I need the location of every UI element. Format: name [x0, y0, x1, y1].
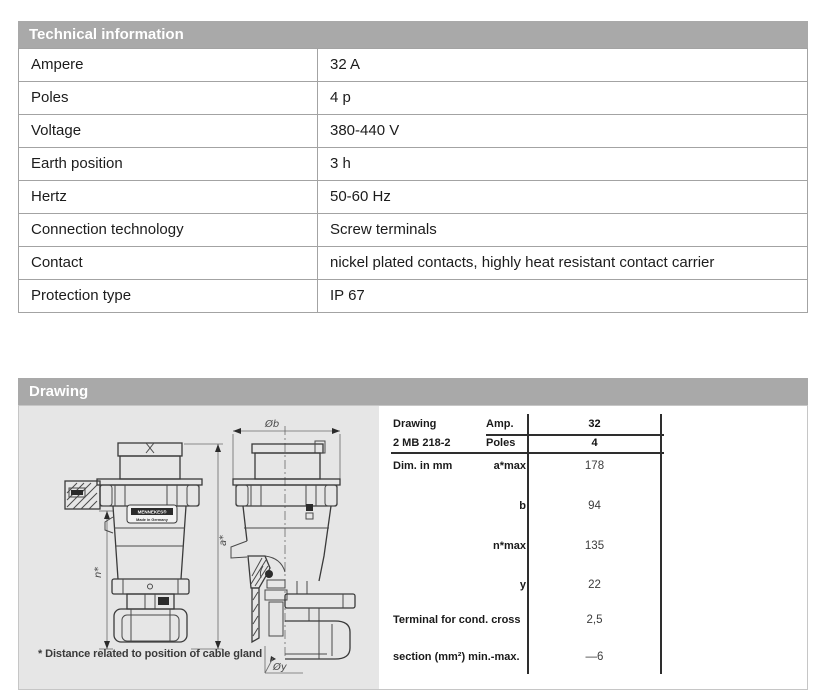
amp-value: 32 — [588, 418, 601, 430]
spec-value: nickel plated contacts, highly heat resistant contact carrier — [318, 247, 808, 280]
technical-drawing-panel — [19, 406, 379, 689]
dim-value: 178 — [584, 460, 605, 472]
spec-value: 380-440 V — [318, 115, 808, 148]
dimension-table — [379, 406, 809, 689]
spec-label: Connection technology — [19, 214, 318, 247]
spec-value: Screw terminals — [318, 214, 808, 247]
terminal-value-line2: —6 — [585, 651, 604, 663]
spec-value: 3 h — [318, 148, 808, 181]
dim-value: 135 — [584, 540, 605, 552]
spec-value: 50-60 Hz — [318, 181, 808, 214]
dia-b-label: Øb — [265, 419, 280, 430]
dim-value: 94 — [588, 500, 601, 512]
spec-value: 32 A — [318, 49, 808, 82]
technical-information-section — [18, 21, 808, 313]
dim-line-a-max — [184, 444, 229, 649]
terminal-label-line2: section (mm²) min.-max. — [393, 651, 520, 663]
spec-label: Ampere — [19, 49, 318, 82]
n-max-label: n* — [93, 566, 104, 578]
table-row — [19, 247, 808, 280]
spec-label: Hertz — [19, 181, 318, 214]
sectioned-clip-detail — [65, 481, 100, 509]
plug-technical-drawing — [19, 406, 379, 689]
spec-label: Voltage — [19, 115, 318, 148]
dim-name: y — [519, 579, 526, 591]
spec-value: 4 p — [318, 82, 808, 115]
poles-label: Poles — [486, 437, 516, 449]
drawing-section — [18, 378, 808, 690]
dim-value: 22 — [588, 579, 601, 591]
table-row — [19, 115, 808, 148]
table-row — [19, 280, 808, 313]
brand-subtext: Made in Germany — [136, 518, 168, 522]
spec-table — [18, 48, 808, 313]
table-row — [19, 82, 808, 115]
section-hatching — [248, 556, 270, 642]
dim-table-drawing-code: 2 MB 218-2 — [393, 437, 451, 449]
table-row — [19, 214, 808, 247]
plug-side-view — [65, 443, 229, 649]
drawing-footnote: * Distance related to position of cable gland — [38, 648, 263, 660]
amp-label: Amp. — [486, 418, 514, 430]
plug-section-view — [231, 418, 355, 673]
drawing-header: Drawing — [18, 378, 808, 405]
mennekes-label — [127, 505, 177, 523]
dim-table-header-line2 — [391, 452, 664, 454]
dia-y-label: Øy — [273, 662, 287, 673]
dim-unit-label: Dim. in mm — [393, 460, 453, 472]
brand-text: MENNEKES® — [137, 509, 167, 515]
spec-label: Earth position — [19, 148, 318, 181]
dim-name: b — [519, 500, 526, 512]
spec-label: Protection type — [19, 280, 318, 313]
table-row — [19, 181, 808, 214]
table-row — [19, 49, 808, 82]
spec-value: IP 67 — [318, 280, 808, 313]
dim-table-drawing-label: Drawing — [393, 418, 437, 430]
poles-value: 4 — [591, 437, 598, 449]
dim-line-dia-b — [233, 418, 340, 479]
terminal-value-line1: 2,5 — [586, 614, 603, 626]
spec-label: Contact — [19, 247, 318, 280]
a-max-label: a* — [218, 534, 229, 546]
spec-label: Poles — [19, 82, 318, 115]
dim-name: n*max — [492, 540, 526, 552]
table-row — [19, 148, 808, 181]
drawing-content-box — [18, 405, 808, 690]
dim-name: a*max — [493, 460, 526, 472]
technical-information-header: Technical information — [18, 21, 808, 48]
terminal-label-line1: Terminal for cond. cross — [393, 614, 521, 626]
